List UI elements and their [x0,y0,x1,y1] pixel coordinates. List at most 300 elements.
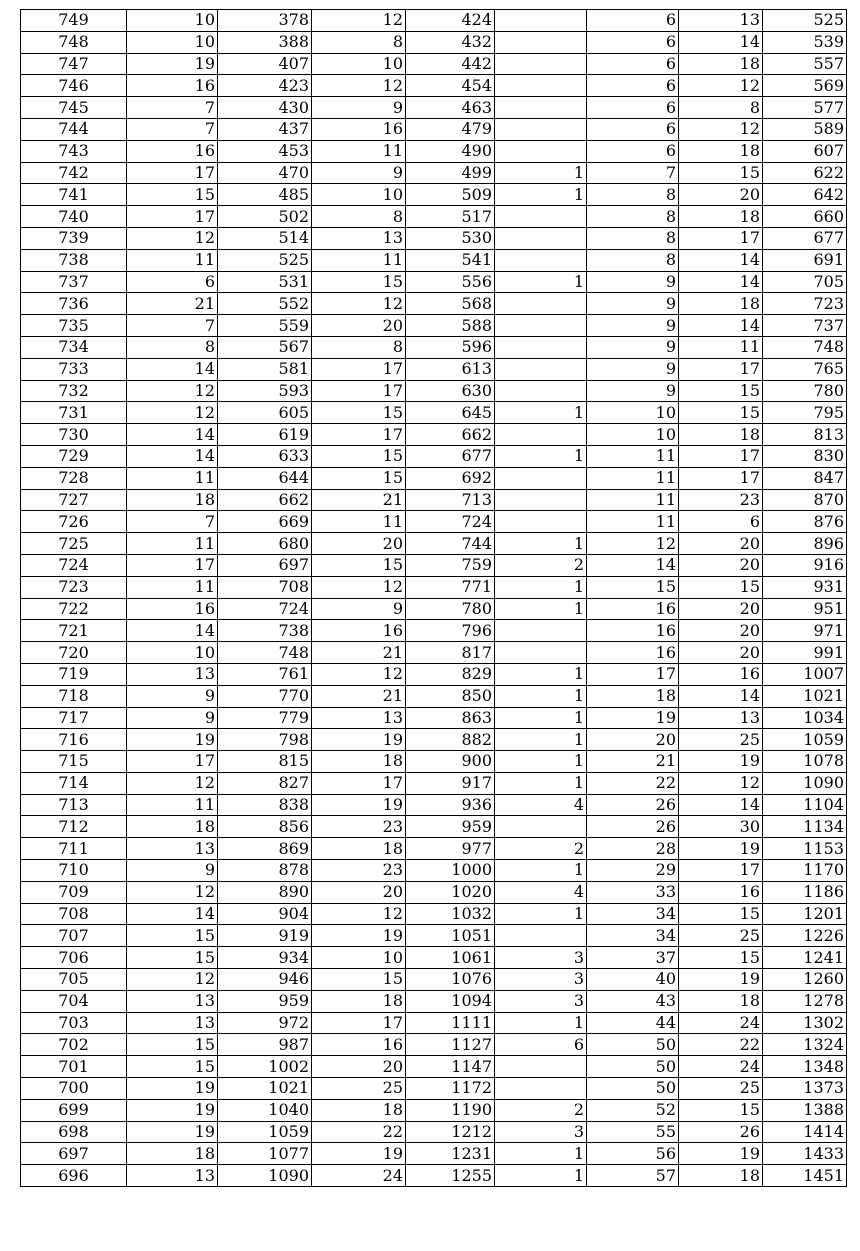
count-cell: 1278 [763,990,847,1012]
table-row [21,838,847,860]
count-cell: 556 [406,271,495,293]
count-cell: 738 [218,620,312,642]
count-cell: 724 [218,598,312,620]
count-cell: 18 [127,489,218,511]
count-cell [495,336,587,358]
count-cell: 19 [679,1143,763,1165]
count-cell: 20 [679,184,763,206]
count-cell: 407 [218,53,312,75]
count-cell: 660 [763,206,847,228]
count-cell: 1 [495,729,587,751]
count-cell: 15 [679,380,763,402]
count-cell: 971 [763,620,847,642]
count-cell: 1 [495,1165,587,1187]
count-cell: 1147 [406,1056,495,1078]
count-cell: 18 [127,1143,218,1165]
count-cell: 15 [127,1056,218,1078]
count-cell: 15 [679,576,763,598]
count-cell: 7 [127,315,218,337]
count-cell: 1255 [406,1165,495,1187]
count-cell: 14 [679,271,763,293]
count-cell: 16 [312,620,406,642]
score-cell: 719 [21,663,127,685]
count-cell: 17 [587,663,679,685]
count-cell: 25 [679,1078,763,1100]
score-cell: 702 [21,1034,127,1056]
count-cell: 759 [406,554,495,576]
count-cell: 15 [312,554,406,576]
count-cell: 20 [679,554,763,576]
count-cell: 677 [763,227,847,249]
count-cell: 19 [679,969,763,991]
count-cell: 1094 [406,990,495,1012]
count-cell: 1241 [763,947,847,969]
count-cell: 708 [218,576,312,598]
count-cell: 1076 [406,969,495,991]
count-cell: 12 [127,772,218,794]
score-cell: 721 [21,620,127,642]
score-cell: 736 [21,293,127,315]
count-cell: 11 [127,533,218,555]
table-row [21,772,847,794]
count-cell: 499 [406,162,495,184]
count-cell: 10 [127,642,218,664]
count-cell: 8 [587,206,679,228]
count-cell: 569 [763,75,847,97]
count-cell: 11 [127,576,218,598]
count-cell: 1231 [406,1143,495,1165]
count-cell: 817 [406,642,495,664]
count-cell: 11 [587,445,679,467]
count-cell: 15 [587,576,679,598]
count-cell: 1 [495,162,587,184]
count-cell: 1 [495,1143,587,1165]
table-row [21,1165,847,1187]
count-cell [495,97,587,119]
count-cell: 13 [127,990,218,1012]
count-cell: 442 [406,53,495,75]
count-cell: 1034 [763,707,847,729]
count-cell: 15 [312,402,406,424]
count-cell: 589 [763,118,847,140]
count-cell: 677 [406,445,495,467]
count-cell: 919 [218,925,312,947]
score-cell: 711 [21,838,127,860]
count-cell: 1000 [406,860,495,882]
count-cell: 530 [406,227,495,249]
score-cell: 710 [21,860,127,882]
table-row [21,1121,847,1143]
count-cell: 10 [587,402,679,424]
count-cell: 14 [679,685,763,707]
score-cell: 699 [21,1099,127,1121]
count-cell: 37 [587,947,679,969]
count-cell: 18 [312,1099,406,1121]
count-cell: 19 [679,751,763,773]
count-cell: 16 [312,118,406,140]
count-cell: 1051 [406,925,495,947]
count-cell [495,358,587,380]
count-cell: 9 [127,685,218,707]
count-cell: 680 [218,533,312,555]
count-cell: 34 [587,925,679,947]
count-cell: 577 [763,97,847,119]
count-cell: 1 [495,402,587,424]
count-cell: 1 [495,685,587,707]
table-row [21,729,847,751]
count-cell: 1134 [763,816,847,838]
count-cell: 34 [587,903,679,925]
count-cell: 17 [312,424,406,446]
score-cell: 725 [21,533,127,555]
count-cell: 669 [218,511,312,533]
count-cell: 20 [312,1056,406,1078]
count-cell: 813 [763,424,847,446]
count-cell: 430 [218,97,312,119]
count-cell: 9 [587,336,679,358]
count-cell: 11 [587,467,679,489]
count-cell: 713 [406,489,495,511]
count-cell: 987 [218,1034,312,1056]
count-cell [495,1056,587,1078]
count-cell: 1 [495,860,587,882]
count-cell: 20 [312,533,406,555]
count-cell [495,489,587,511]
score-cell: 722 [21,598,127,620]
count-cell: 1059 [763,729,847,751]
count-cell [495,620,587,642]
count-cell: 19 [312,794,406,816]
score-cell: 735 [21,315,127,337]
count-cell: 748 [218,642,312,664]
count-cell [495,118,587,140]
score-cell: 745 [21,97,127,119]
count-cell: 21 [587,751,679,773]
count-cell: 424 [406,10,495,32]
count-cell: 10 [312,184,406,206]
score-cell: 734 [21,336,127,358]
count-cell: 1 [495,663,587,685]
count-cell: 593 [218,380,312,402]
count-cell: 8 [127,336,218,358]
table-row [21,794,847,816]
count-cell: 17 [312,1012,406,1034]
count-cell: 24 [312,1165,406,1187]
count-cell: 12 [587,533,679,555]
count-cell: 724 [406,511,495,533]
count-cell: 16 [679,881,763,903]
table-row [21,751,847,773]
score-cell: 741 [21,184,127,206]
count-cell: 13 [679,707,763,729]
score-cell: 728 [21,467,127,489]
count-cell: 3 [495,990,587,1012]
count-cell: 697 [218,554,312,576]
count-cell: 541 [406,249,495,271]
count-cell: 539 [763,31,847,53]
count-cell: 900 [406,751,495,773]
table-row [21,445,847,467]
count-cell: 16 [127,140,218,162]
score-cell: 703 [21,1012,127,1034]
table-row [21,10,847,32]
count-cell: 10 [127,10,218,32]
count-cell: 17 [312,772,406,794]
count-cell: 557 [763,53,847,75]
count-cell: 14 [679,315,763,337]
count-cell: 12 [127,881,218,903]
score-cell: 714 [21,772,127,794]
score-cell: 727 [21,489,127,511]
count-cell: 17 [127,554,218,576]
count-cell: 50 [587,1078,679,1100]
count-cell: 463 [406,97,495,119]
table-row [21,293,847,315]
count-cell: 934 [218,947,312,969]
score-cell: 701 [21,1056,127,1078]
count-cell: 12 [127,380,218,402]
score-cell: 712 [21,816,127,838]
count-cell: 12 [312,903,406,925]
count-cell: 645 [406,402,495,424]
count-cell: 1104 [763,794,847,816]
count-cell: 525 [763,10,847,32]
count-cell: 17 [127,751,218,773]
count-cell: 9 [587,358,679,380]
count-cell: 13 [127,1165,218,1187]
count-cell: 588 [406,315,495,337]
count-cell: 6 [587,10,679,32]
count-cell: 14 [127,903,218,925]
count-cell: 8 [312,206,406,228]
count-cell: 17 [679,445,763,467]
count-cell [495,31,587,53]
count-cell: 437 [218,118,312,140]
count-cell: 10 [587,424,679,446]
count-cell: 19 [679,838,763,860]
count-cell: 2 [495,838,587,860]
count-cell: 378 [218,10,312,32]
table-row [21,31,847,53]
count-cell: 17 [679,227,763,249]
count-cell: 21 [312,685,406,707]
count-cell: 662 [406,424,495,446]
count-cell: 12 [312,663,406,685]
table-row [21,816,847,838]
count-cell: 1 [495,772,587,794]
count-cell: 13 [679,10,763,32]
count-cell: 22 [312,1121,406,1143]
count-cell: 50 [587,1056,679,1078]
count-cell: 931 [763,576,847,598]
table-row [21,554,847,576]
count-cell: 18 [679,140,763,162]
count-cell [495,227,587,249]
count-cell: 8 [587,184,679,206]
count-cell: 829 [406,663,495,685]
count-cell: 780 [763,380,847,402]
table-row [21,249,847,271]
count-cell: 20 [679,620,763,642]
table-row [21,424,847,446]
count-cell: 20 [679,642,763,664]
count-cell: 870 [763,489,847,511]
score-cell: 732 [21,380,127,402]
count-cell: 1061 [406,947,495,969]
count-cell: 26 [587,794,679,816]
count-cell: 1 [495,1012,587,1034]
score-cell: 709 [21,881,127,903]
count-cell: 12 [312,75,406,97]
count-cell: 878 [218,860,312,882]
count-cell: 1020 [406,881,495,903]
count-cell: 57 [587,1165,679,1187]
count-cell: 951 [763,598,847,620]
score-cell: 726 [21,511,127,533]
score-cell: 708 [21,903,127,925]
table-row [21,315,847,337]
count-cell: 23 [679,489,763,511]
count-cell: 19 [127,1099,218,1121]
table-row [21,489,847,511]
count-cell: 19 [127,1078,218,1100]
count-cell: 7 [587,162,679,184]
score-cell: 723 [21,576,127,598]
score-cell: 749 [21,10,127,32]
count-cell: 12 [127,227,218,249]
count-cell: 15 [127,184,218,206]
count-cell: 6 [679,511,763,533]
table-row [21,663,847,685]
table-row [21,118,847,140]
count-cell: 581 [218,358,312,380]
count-cell: 21 [312,489,406,511]
count-cell: 18 [312,751,406,773]
count-cell [495,467,587,489]
count-cell: 12 [679,772,763,794]
score-cell: 737 [21,271,127,293]
table-row [21,881,847,903]
count-cell: 8 [312,336,406,358]
count-cell: 6 [587,31,679,53]
count-cell: 10 [312,947,406,969]
table-row [21,903,847,925]
count-cell: 6 [587,97,679,119]
count-cell: 1186 [763,881,847,903]
count-cell: 9 [127,707,218,729]
count-cell: 1451 [763,1165,847,1187]
count-cell: 4 [495,794,587,816]
count-cell: 771 [406,576,495,598]
count-cell [495,1078,587,1100]
count-cell: 691 [763,249,847,271]
count-cell: 514 [218,227,312,249]
count-cell: 12 [312,576,406,598]
count-cell: 423 [218,75,312,97]
count-cell: 3 [495,1121,587,1143]
score-cell: 729 [21,445,127,467]
count-cell: 485 [218,184,312,206]
count-cell: 17 [127,162,218,184]
count-cell: 9 [127,860,218,882]
count-cell: 9 [312,598,406,620]
score-cell: 748 [21,31,127,53]
count-cell: 1040 [218,1099,312,1121]
count-cell: 8 [679,97,763,119]
count-cell [495,511,587,533]
count-cell: 977 [406,838,495,860]
count-cell: 1260 [763,969,847,991]
table-row [21,685,847,707]
count-cell: 1226 [763,925,847,947]
count-cell: 18 [312,990,406,1012]
count-cell: 780 [406,598,495,620]
count-cell: 16 [127,598,218,620]
table-row [21,206,847,228]
count-cell: 6 [587,118,679,140]
count-cell: 9 [587,380,679,402]
count-cell: 15 [127,1034,218,1056]
count-cell: 470 [218,162,312,184]
count-cell: 1 [495,445,587,467]
table-row [21,576,847,598]
count-cell: 959 [406,816,495,838]
count-cell: 1032 [406,903,495,925]
table-row [21,97,847,119]
count-cell: 24 [679,1056,763,1078]
score-cell: 739 [21,227,127,249]
count-cell: 14 [679,31,763,53]
count-cell: 13 [312,707,406,729]
score-cell: 746 [21,75,127,97]
score-cell: 717 [21,707,127,729]
count-cell: 7 [127,511,218,533]
count-cell: 916 [763,554,847,576]
count-cell: 18 [587,685,679,707]
table-row [21,184,847,206]
score-cell: 698 [21,1121,127,1143]
count-cell [495,380,587,402]
count-cell: 18 [679,990,763,1012]
score-cell: 706 [21,947,127,969]
count-cell: 1 [495,184,587,206]
table-row [21,380,847,402]
count-cell: 18 [679,424,763,446]
count-cell: 9 [312,97,406,119]
table-row [21,336,847,358]
count-cell: 1090 [763,772,847,794]
count-cell: 17 [312,358,406,380]
table-row [21,990,847,1012]
count-cell: 552 [218,293,312,315]
table-body [21,10,847,1187]
count-cell: 1077 [218,1143,312,1165]
table-row [21,1034,847,1056]
count-cell: 869 [218,838,312,860]
table-row [21,533,847,555]
count-cell: 14 [127,358,218,380]
count-cell: 761 [218,663,312,685]
count-cell: 11 [127,249,218,271]
count-cell: 20 [679,533,763,555]
count-cell: 14 [127,620,218,642]
count-cell: 798 [218,729,312,751]
score-cell: 705 [21,969,127,991]
count-cell: 1 [495,576,587,598]
count-cell: 11 [312,140,406,162]
count-cell: 1172 [406,1078,495,1100]
count-cell: 10 [312,53,406,75]
